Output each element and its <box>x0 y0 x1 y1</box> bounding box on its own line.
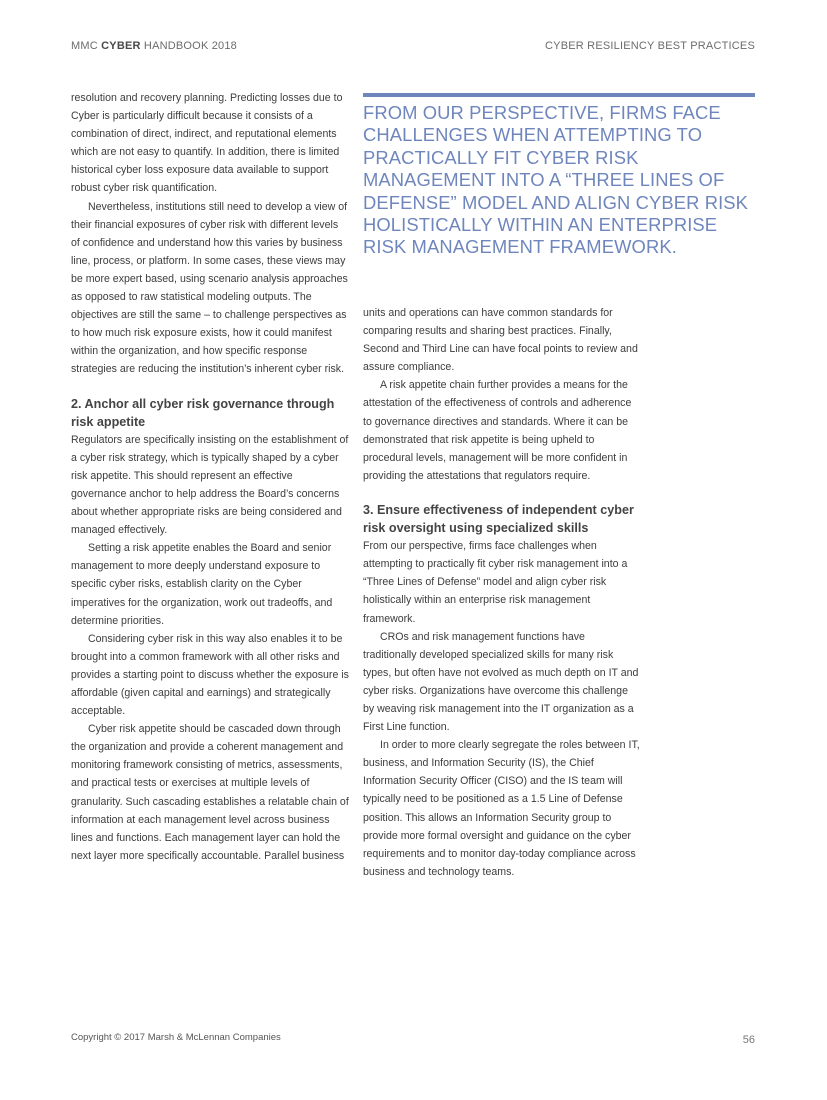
body-paragraph: CROs and risk management functions have traditionally developed specialized skills for many risk types, but often have not evolved as much depth on IT and cyber risks. Organizations have overcome this challenge by weaving risk management into the IT organization as a First Line function. <box>363 630 639 734</box>
pull-quote <box>363 93 755 259</box>
page-number: 56 <box>742 1034 755 1046</box>
body-paragraph: Nevertheless, institutions still need to develop a view of their financial exposures of cyber risk with different levels of confidence and understand how this varies by business line, process, or platform. In some cases, these views may be more expert based, using scenario analysis approaches as opposed to raw statistical modeling outputs. The objectives are still the same – to challenge perspectives as to how much risk exposure exists, how it could manifest within the organization, and how specific response strategies are reducing the institution’s inherent cyber risk. <box>71 200 348 376</box>
body-paragraph: Considering cyber risk in this way also enables it to be brought into a common framework with all other risks and provides a starting point to discuss whether the exposure is affordable (given capital and earnings) and strategically acceptable. <box>71 632 349 718</box>
header-brand-bold: CYBER <box>101 40 141 52</box>
body-paragraph: Regulators are specifically insisting on the establishment of a cyber risk strategy, which is typically shaped by a cyber risk appetite. This should represent an effective governance anchor to help address the Board’s concerns about whether appropriate risks are being considered and managed effectively. <box>71 433 349 537</box>
body-paragraph: From our perspective, firms face challenges when attempting to practically fit cyber risk management into a “Three Lines of Defense” model and align cyber risk holistically within an enterprise risk management framework. <box>363 540 628 625</box>
copyright-notice: Copyright © 2017 Marsh & McLennan Companies <box>71 1032 281 1043</box>
body-paragraph: Setting a risk appetite enables the Board and senior management to more deeply understand exposure to specific cyber risks, establish clarity on the Cyber imperatives for the organization, work out tradeoffs, and determine priorities. <box>71 542 333 627</box>
body-paragraph: units and operations can have common standards for comparing results and sharing best practices. Finally, Second and Third Line can have focal points to review and assure compliance. <box>363 307 638 374</box>
pull-quote-text: FROM OUR PERSPECTIVE, FIRMS FACE CHALLENGES WHEN ATTEMPTING TO PRACTICALLY FIT CYBER RISK MANAGEMENT INTO A “THREE LINES OF DEFENSE” MODEL AND ALIGN CYBER RISK HOLISTICALLY WITHIN AN ENTERPRISE RISK MANAGEMENT FRAMEWORK. <box>363 102 749 258</box>
running-header-title <box>71 40 237 52</box>
section-heading: 2. Anchor all cyber risk governance through risk appetite <box>71 396 335 429</box>
left-text-column <box>71 89 349 865</box>
section-heading: 3. Ensure effectiveness of independent cyber risk oversight using specialized skills <box>363 502 634 536</box>
header-brand-suffix: HANDBOOK 2018 <box>143 40 238 52</box>
header-brand-prefix: MMC <box>71 40 98 52</box>
body-paragraph: In order to more clearly segregate the roles between IT, business, and Information Security (IS), the Chief Information Security Officer (CISO) and the IS team will typically need to be positioned as a 1.5 Line of Defense position. This allows an Information Security group to provide more formal oversight and guidance on the cyber requirements and to monitor day-today compliance across business and technology teams. <box>363 739 640 878</box>
running-header-section: CYBER RESILIENCY BEST PRACTICES <box>545 40 755 52</box>
body-paragraph: Cyber risk appetite should be cascaded down through the organization and provide a coherent management and monitoring framework consisting of metrics, assessments, and practical tests or exercises at multiple levels of granularity. Such cascading establishes a relatable chain of information at each management level across business lines and functions. Each management layer can hold the next layer more specifically accountable. Parallel business <box>71 723 349 862</box>
body-paragraph: A risk appetite chain further provides a means for the attestation of the effectiveness of controls and adherence to governance directives and standards. Where it can be demonstrated that risk appetite is being upheld to procedural levels, management will be more confident in providing the attestations that regulators require. <box>363 379 632 482</box>
body-paragraph: resolution and recovery planning. Predicting losses due to Cyber is particularly difficult because it consists of a combination of direct, indirect, and reputational elements which are not easy to quantify. In addition, there is limited historical cyber loss exposure data available to support robust cyber risk quantification. <box>71 92 343 195</box>
right-text-column <box>363 304 641 881</box>
